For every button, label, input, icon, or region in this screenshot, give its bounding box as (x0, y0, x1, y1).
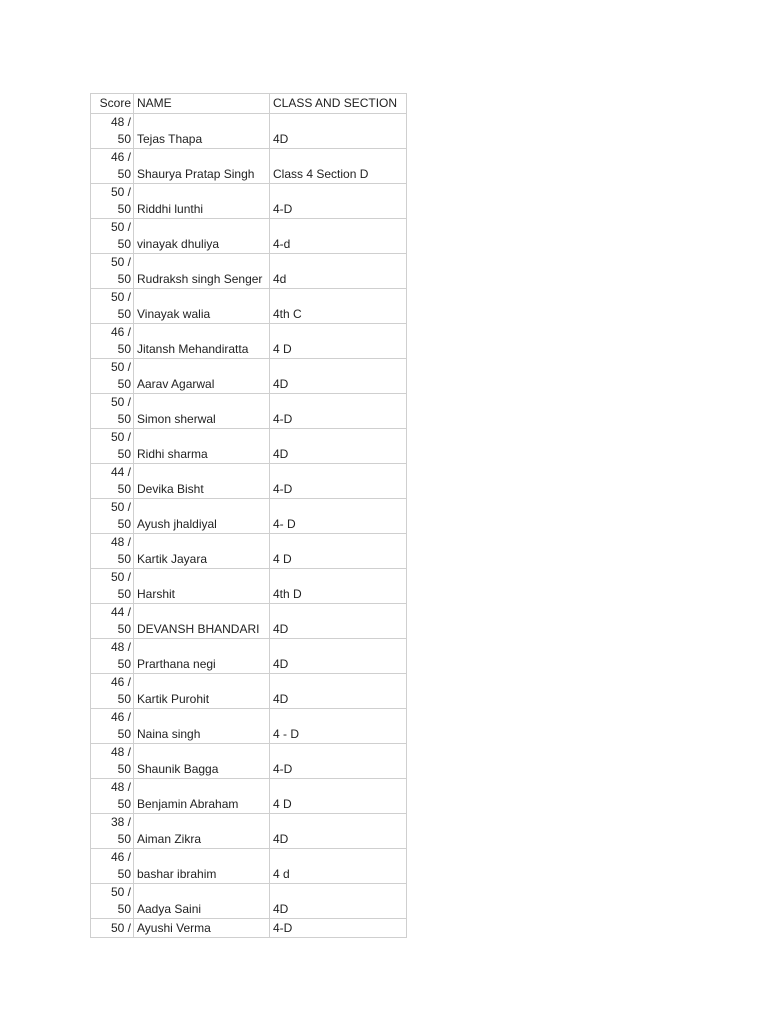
header-score: Score (91, 94, 134, 114)
name-cell: Kartik Jayara (134, 534, 270, 569)
table-row (91, 219, 407, 254)
score-total: 50 (117, 342, 131, 356)
score-value: 50 / (110, 395, 131, 409)
table-row (91, 604, 407, 639)
class-section-cell: 4-d (270, 219, 407, 254)
score-cell (91, 289, 134, 324)
score-total: 50 (117, 692, 131, 706)
score-cell (91, 184, 134, 219)
score-cell (91, 254, 134, 289)
table-row (91, 289, 407, 324)
score-line-top (94, 744, 131, 761)
header-row (91, 94, 407, 114)
name-cell: Shaurya Pratap Singh (134, 149, 270, 184)
score-value: 50 / (110, 920, 131, 935)
score-value: 46 / (110, 850, 131, 864)
table-row (91, 359, 407, 394)
score-cell (91, 779, 134, 814)
name-cell: Benjamin Abraham (134, 779, 270, 814)
class-section-cell: 4D (270, 674, 407, 709)
class-section-cell: 4d (270, 254, 407, 289)
score-value: 50 / (110, 500, 131, 514)
table-row (91, 534, 407, 569)
score-line-top (94, 569, 131, 586)
class-section-cell: 4 - D (270, 709, 407, 744)
name-cell: Shaunik Bagga (134, 744, 270, 779)
score-value: 50 / (110, 430, 131, 444)
name-cell: Ayush jhaldiyal (134, 499, 270, 534)
class-section-cell: 4-D (270, 744, 407, 779)
score-total: 50 (117, 167, 131, 181)
table-row (91, 184, 407, 219)
score-line-top (94, 289, 131, 306)
score-value: 44 / (110, 465, 131, 479)
name-cell: bashar ibrahim (134, 849, 270, 884)
score-line-top (94, 324, 131, 341)
table-row (91, 429, 407, 464)
header-class-section: CLASS AND SECTION (270, 94, 407, 114)
score-line-top (94, 604, 131, 621)
score-line-top (94, 639, 131, 656)
table-row (91, 464, 407, 499)
score-cell (91, 359, 134, 394)
score-cell (91, 674, 134, 709)
score-total: 50 (117, 727, 131, 741)
class-section-cell: 4- D (270, 499, 407, 534)
score-line-top (94, 394, 131, 411)
name-cell: DEVANSH BHANDARI (134, 604, 270, 639)
score-total: 50 (117, 552, 131, 566)
score-cell (91, 919, 134, 938)
score-value: 50 / (110, 255, 131, 269)
class-section-cell: 4 D (270, 779, 407, 814)
score-cell (91, 149, 134, 184)
class-section-cell: 4D (270, 429, 407, 464)
score-total: 50 (117, 902, 131, 916)
score-table (90, 93, 407, 938)
score-cell (91, 429, 134, 464)
class-section-cell: 4D (270, 114, 407, 149)
score-total: 50 (117, 307, 131, 321)
table-row (91, 149, 407, 184)
table-row (91, 674, 407, 709)
class-section-cell: 4D (270, 604, 407, 639)
score-cell (91, 849, 134, 884)
table-row (91, 884, 407, 919)
name-cell: Naina singh (134, 709, 270, 744)
table-row (91, 254, 407, 289)
score-line-top (94, 849, 131, 866)
name-cell: Jitansh Mehandiratta (134, 324, 270, 359)
score-cell (91, 534, 134, 569)
score-value: 50 / (110, 220, 131, 234)
score-value: 50 / (110, 885, 131, 899)
score-value: 46 / (110, 675, 131, 689)
table-row (91, 394, 407, 429)
score-total: 50 (117, 657, 131, 671)
name-cell: Prarthana negi (134, 639, 270, 674)
score-total: 50 (117, 587, 131, 601)
score-total: 50 (117, 272, 131, 286)
name-cell: Vinayak walia (134, 289, 270, 324)
table-row (91, 779, 407, 814)
class-section-cell: 4D (270, 814, 407, 849)
table-row (91, 639, 407, 674)
table-row (91, 499, 407, 534)
table-row (91, 114, 407, 149)
score-value: 50 / (110, 290, 131, 304)
score-total: 50 (117, 622, 131, 636)
score-value: 50 / (110, 360, 131, 374)
score-total: 50 (117, 797, 131, 811)
score-value: 46 / (110, 325, 131, 339)
score-cell (91, 324, 134, 359)
class-section-cell: 4 D (270, 324, 407, 359)
name-cell: Devika Bisht (134, 464, 270, 499)
name-cell: Simon sherwal (134, 394, 270, 429)
score-value: 50 / (110, 185, 131, 199)
score-total: 50 (117, 412, 131, 426)
name-cell: Ayushi Verma (134, 919, 270, 938)
table-row (91, 324, 407, 359)
score-cell (91, 499, 134, 534)
class-section-cell: 4-D (270, 464, 407, 499)
name-cell: Aiman Zikra (134, 814, 270, 849)
score-total: 50 (117, 482, 131, 496)
name-cell: Ridhi sharma (134, 429, 270, 464)
score-line-top (94, 499, 131, 516)
score-table-body (91, 94, 407, 938)
name-cell: Rudraksh singh Senger (134, 254, 270, 289)
score-line-top (94, 219, 131, 236)
table-row (91, 569, 407, 604)
score-line-top (94, 709, 131, 726)
score-total: 50 (117, 762, 131, 776)
name-cell: Harshit (134, 569, 270, 604)
class-section-cell: 4D (270, 884, 407, 919)
score-line-top (94, 359, 131, 376)
name-cell: Kartik Purohit (134, 674, 270, 709)
score-line-top (94, 884, 131, 901)
table-row (91, 709, 407, 744)
score-total: 50 (117, 867, 131, 881)
class-section-cell: 4 D (270, 534, 407, 569)
name-cell: Aadya Saini (134, 884, 270, 919)
score-total: 50 (117, 202, 131, 216)
class-section-cell: 4D (270, 359, 407, 394)
score-line-top (94, 674, 131, 691)
table-row (91, 919, 407, 938)
table-row (91, 814, 407, 849)
header-name: NAME (134, 94, 270, 114)
score-line-top (94, 779, 131, 796)
score-value: 48 / (110, 780, 131, 794)
score-line-top (94, 429, 131, 446)
score-total: 50 (117, 377, 131, 391)
score-cell (91, 709, 134, 744)
score-cell (91, 569, 134, 604)
score-value: 50 / (110, 570, 131, 584)
score-cell (91, 114, 134, 149)
table-row (91, 849, 407, 884)
score-value: 46 / (110, 150, 131, 164)
score-line-top (94, 184, 131, 201)
class-section-cell: 4 d (270, 849, 407, 884)
class-section-cell: 4-D (270, 394, 407, 429)
score-cell (91, 744, 134, 779)
score-line-top (94, 814, 131, 831)
table-row (91, 744, 407, 779)
score-value: 44 / (110, 605, 131, 619)
score-cell (91, 604, 134, 639)
score-value: 48 / (110, 640, 131, 654)
score-line-top (94, 149, 131, 166)
score-line-top (94, 254, 131, 271)
name-cell: Riddhi lunthi (134, 184, 270, 219)
class-section-cell: Class 4 Section D (270, 149, 407, 184)
class-section-cell: 4th C (270, 289, 407, 324)
class-section-cell: 4-D (270, 919, 407, 938)
name-cell: vinayak dhuliya (134, 219, 270, 254)
score-total: 50 (117, 447, 131, 461)
score-cell (91, 464, 134, 499)
name-cell: Tejas Thapa (134, 114, 270, 149)
score-line-top (94, 534, 131, 551)
score-line-top (94, 114, 131, 131)
class-section-cell: 4-D (270, 184, 407, 219)
score-total: 50 (117, 517, 131, 531)
score-value: 48 / (110, 745, 131, 759)
score-cell (91, 219, 134, 254)
score-value: 38 / (110, 815, 131, 829)
class-section-cell: 4D (270, 639, 407, 674)
score-total: 50 (117, 832, 131, 846)
class-section-cell: 4th D (270, 569, 407, 604)
score-total: 50 (117, 132, 131, 146)
score-value: 46 / (110, 710, 131, 724)
name-cell: Aarav Agarwal (134, 359, 270, 394)
score-value: 48 / (110, 535, 131, 549)
score-cell (91, 814, 134, 849)
score-cell (91, 639, 134, 674)
score-line-top (94, 464, 131, 481)
score-cell (91, 394, 134, 429)
score-value: 48 / (110, 115, 131, 129)
score-cell (91, 884, 134, 919)
score-total: 50 (117, 237, 131, 251)
